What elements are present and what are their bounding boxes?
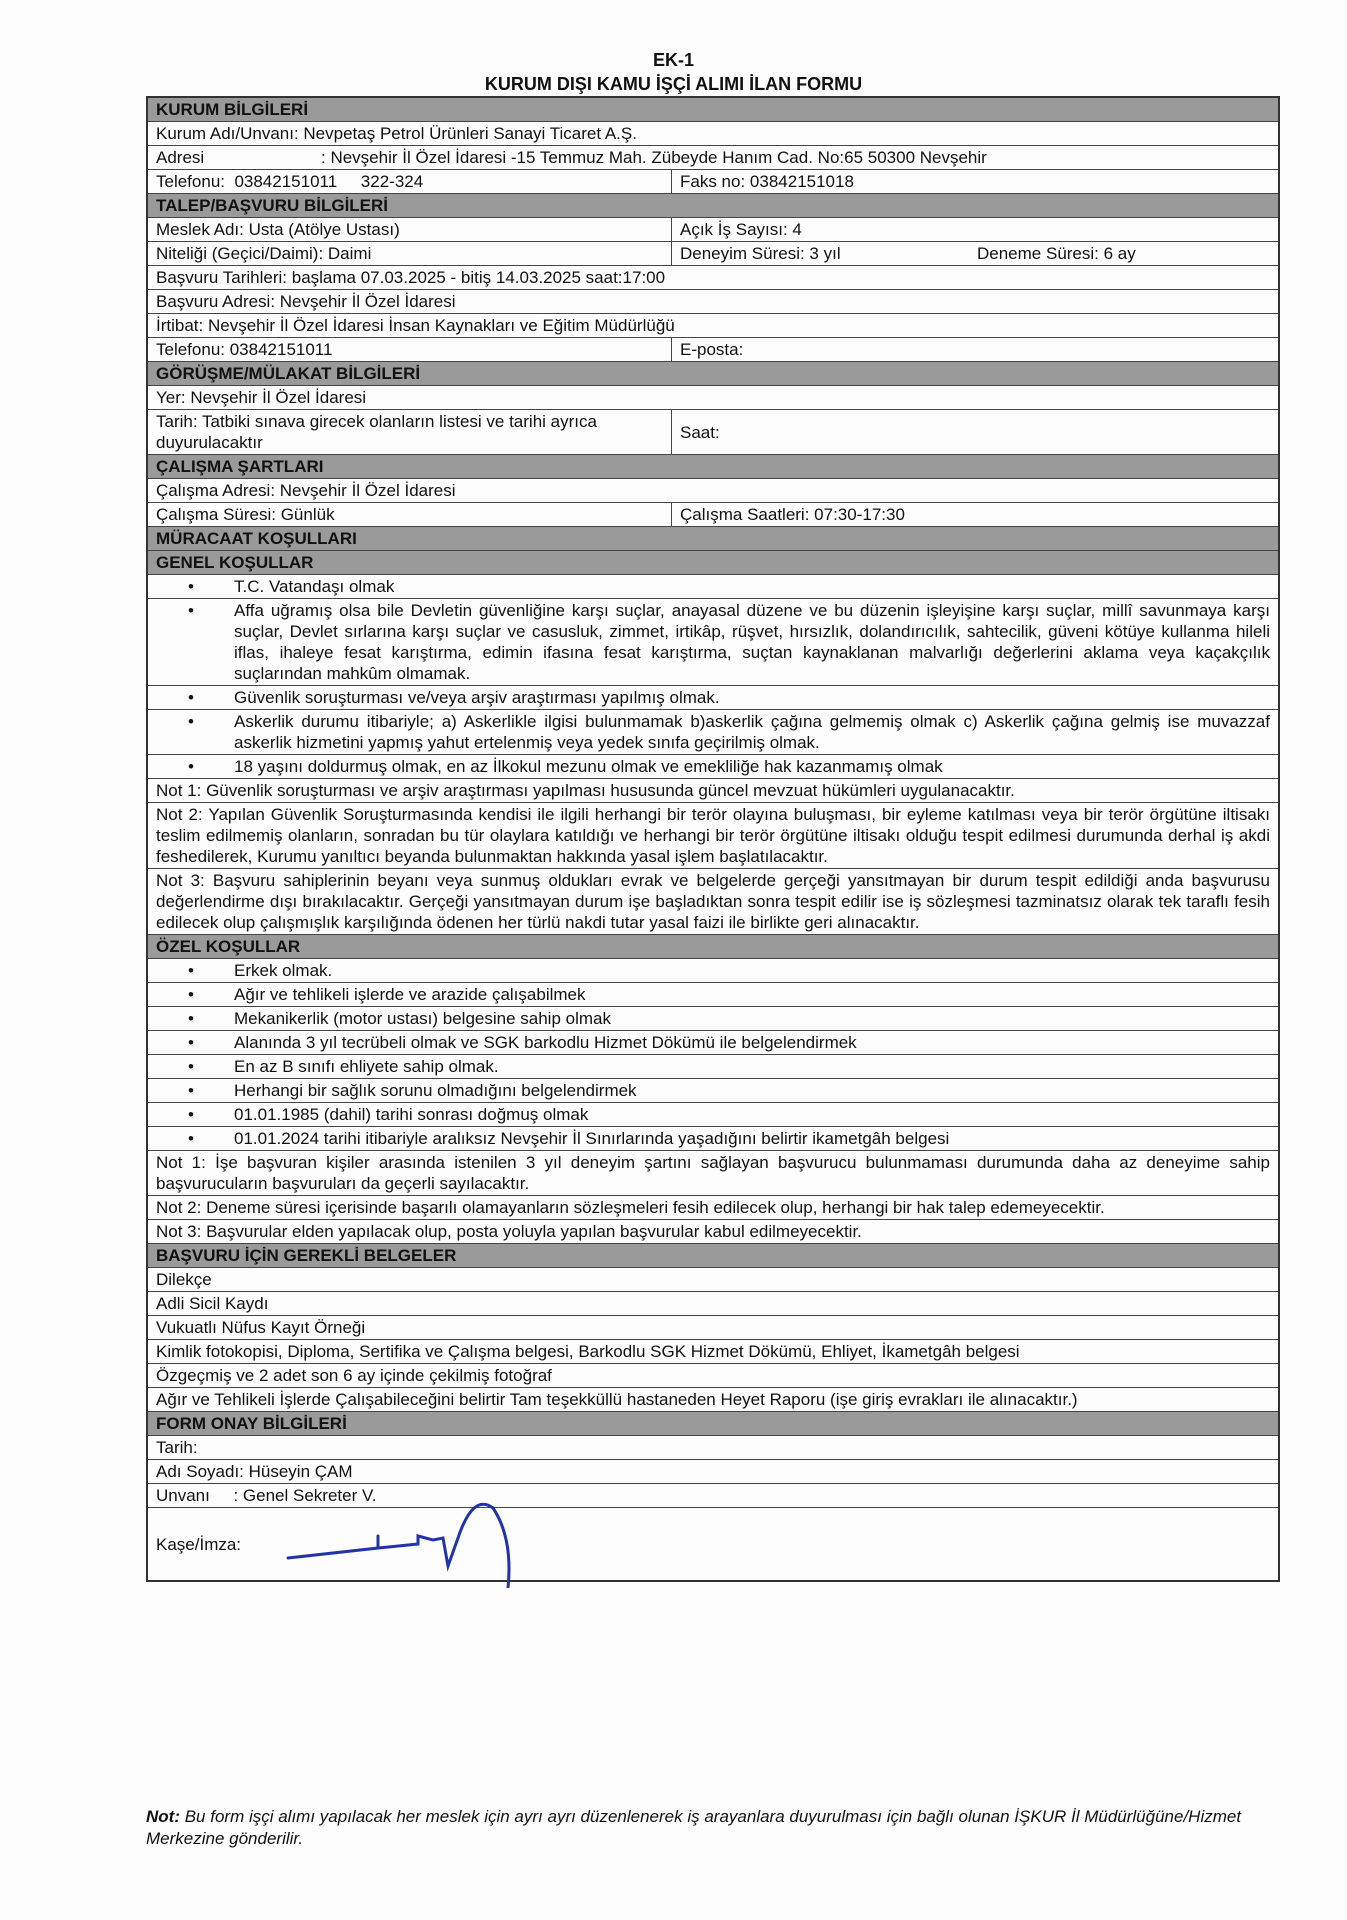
deneyim-suresi: Deneyim Süresi: 3 yıl xyxy=(680,244,841,263)
gorusme-yer: Yer: Nevşehir İl Özel İdaresi xyxy=(156,388,367,407)
bullet-icon: • xyxy=(188,1081,194,1100)
kurum-adi: Kurum Adı/Unvanı: Nevpetaş Petrol Ürünleri Sanayi Ticaret A.Ş. xyxy=(156,124,637,143)
onay-adi-soyadi: Adı Soyadı: Hüseyin ÇAM xyxy=(156,1462,353,1481)
bullet-icon: • xyxy=(188,1105,194,1124)
bullet-item: • Herhangi bir sağlık sorunu olmadığını belgelendirmek xyxy=(188,1081,637,1100)
eposta: E-posta: xyxy=(680,340,744,359)
calisma-saatleri: Çalışma Saatleri: 07:30-17:30 xyxy=(680,505,905,524)
bullet-icon: • xyxy=(188,1057,194,1076)
niteligi: Niteliği (Geçici/Daimi): Daimi xyxy=(148,242,672,265)
kurum-faks: Faks no: 03842151018 xyxy=(680,172,854,191)
irtibat: İrtibat: Nevşehir İl Özel İdaresi İnsan Kaynakları ve Eğitim Müdürlüğü xyxy=(156,316,675,335)
bullet-item: • En az B sınıfı ehliyete sahip olmak. xyxy=(188,1057,499,1076)
ozel-note: Not 3: Başvurular elden yapılacak olup, posta yoluyla yapılan başvurular kabul edilmeyecektir. xyxy=(156,1222,862,1241)
onay-tarih: Tarih: xyxy=(156,1438,198,1457)
bullet-item: • Ağır ve tehlikeli işlerde ve arazide çalışabilmek xyxy=(188,985,586,1004)
section-form-onay: FORM ONAY BİLGİLERİ xyxy=(148,1412,1278,1435)
genel-note: Not 1: Güvenlik soruşturması ve arşiv araştırması yapılması hususunda güncel mevzuat hükümleri uygulanacaktır. xyxy=(156,781,1015,800)
section-ozel-kosullar: ÖZEL KOŞULLAR xyxy=(148,935,1278,958)
bullet-item: • 01.01.1985 (dahil) tarihi sonrası doğmuş olmak xyxy=(188,1105,589,1124)
section-belgeler: BAŞVURU İÇİN GEREKLİ BELGELER xyxy=(148,1244,1278,1267)
basvuru-tarihleri: Başvuru Tarihleri: başlama 07.03.2025 - bitiş 14.03.2025 saat:17:00 xyxy=(156,268,666,287)
bullet-icon: • xyxy=(188,1033,194,1052)
belge-item: Kimlik fotokopisi, Diploma, Sertifika ve Çalışma belgesi, Barkodlu SGK Hizmet Dökümü, Ehliyet, İkametgâh belgesi xyxy=(156,1342,1020,1361)
bullet-icon: • xyxy=(188,577,194,596)
bullet-icon: • xyxy=(188,961,194,980)
form-table xyxy=(146,96,1280,1582)
calisma-suresi: Çalışma Süresi: Günlük xyxy=(148,503,672,526)
bullet-item: • Erkek olmak. xyxy=(188,961,333,980)
deneme-suresi: Deneme Süresi: 6 ay xyxy=(977,244,1136,263)
genel-note: Not 3: Başvuru sahiplerinin beyanı veya sunmuş oldukları evrak ve belgelerde gerçeği yansıtmayan bir durum tespit edildiği anda başvurusu değerlendirme dışı bırakılacaktır. Gerçeği yansıtmayan durum işe başladıktan sonra tespit edilir ise iş sözleşmesi tazminatsız olarak tek taraflı fesih edilecek olup çalışmışlık karşılığında ödenen her türlü nakdi tutar yasal faizi ile birlikte geri alınacaktır. xyxy=(156,871,1270,932)
kase-imza-label: Kaşe/İmza: xyxy=(156,1534,242,1554)
talep-telefon: Telefonu: 03842151011 xyxy=(148,338,672,361)
bullet-item: • Mekanikerlik (motor ustası) belgesine sahip olmak xyxy=(188,1009,611,1028)
bullet-item: • Affa uğramış olsa bile Devletin güvenliğine karşı suçlar, anayasal düzene ve bu düzenin işleyişine karşı suçlar, millî savunmaya karşı suçlar, Devlet sırlarına karşı suçlar ve casusluk, zimmet, irtikâp, rüşvet, hırsızlık, dolandırıcılık, sahtecilik, güveni kötüye kullanma hileli iflas, ihaleye fesat karıştırma, edimin ifasına fesat karıştırma, suçtan kaynaklanan malvarlığı değerlerini aklama veya kaçakçılık suçlarından mahkûm olmamak. xyxy=(188,601,1270,683)
bullet-icon: • xyxy=(188,688,194,707)
bullet-item: • Alanında 3 yıl tecrübeli olmak ve SGK barkodlu Hizmet Dökümü ile belgelendirmek xyxy=(188,1033,857,1052)
calisma-adresi: Çalışma Adresi: Nevşehir İl Özel İdaresi xyxy=(156,481,456,500)
meslek-adi: Meslek Adı: Usta (Atölye Ustası) xyxy=(148,218,672,241)
onay-unvan: Unvanı : Genel Sekreter V. xyxy=(156,1486,377,1505)
footer-note-text: Bu form işçi alımı yapılacak her meslek için ayrı ayrı düzenlenerek iş arayanlara duyurulması için bağlı olunan İŞKUR İl Müdürlüğüne/Hizmet Merkezine gönderilir. xyxy=(146,1807,1242,1848)
basvuru-adresi: Başvuru Adresi: Nevşehir İl Özel İdaresi xyxy=(156,292,456,311)
gorusme-saat: Saat: xyxy=(680,422,720,442)
acik-is-sayisi: Açık İş Sayısı: 4 xyxy=(680,220,802,239)
section-genel-kosullar: GENEL KOŞULLAR xyxy=(148,551,1278,574)
kurum-telefon: Telefonu: 03842151011 322-324 xyxy=(148,170,672,193)
genel-note: Not 2: Yapılan Güvenlik Soruşturmasında kendisi ile ilgili herhangi bir terör olayına buluşması, bir eyleme katılması veya bir terör örgütüne iltisakı teslim edilmemiş olanların, sonradan bu tür olaylara katıldığı ve herhangi bir terör örgütüne iltisakı olduğu tespit edilmesi durumunda derhal iş akdi feshedilerek, Kurumu yanıltıcı beyanda bulunmaktan hakkında yasal işlem başlatılacaktır. xyxy=(156,805,1270,866)
bullet-item: • Askerlik durumu itibariyle; a) Askerlikle ilgisi bulunmamak b)askerlik çağına gelmemiş olmak c) Askerlik çağına gelmiş ise muvazzaf askerlik hizmetini yapmış yahut ertelenmiş veya yedek sınıfa geçirilmiş olmak. xyxy=(188,712,1270,752)
section-muracaat: MÜRACAAT KOŞULLARI xyxy=(148,527,1278,550)
belge-item: Adli Sicil Kaydı xyxy=(156,1294,269,1313)
bullet-icon: • xyxy=(188,1129,194,1148)
section-gorusme: GÖRÜŞME/MÜLAKAT BİLGİLERİ xyxy=(148,362,1278,385)
bullet-icon: • xyxy=(188,601,194,620)
section-talep: TALEP/BAŞVURU BİLGİLERİ xyxy=(148,194,1278,217)
kurum-adres: : Nevşehir İl Özel İdaresi -15 Temmuz Mah. Zübeyde Hanım Cad. No:65 50300 Nevşehir xyxy=(321,148,987,167)
ozel-note: Not 1: İşe başvuran kişiler arasında istenilen 3 yıl deneyim şartını sağlayan başvurucu bulunmaması durumunda daha az deneyime sahip başvurucuların başvuruları da geçerli sayılacaktır. xyxy=(156,1153,1270,1193)
signature xyxy=(268,1478,528,1588)
footer-note-label: Not: xyxy=(146,1807,180,1826)
bullet-icon: • xyxy=(188,757,194,776)
bullet-item: • T.C. Vatandaşı olmak xyxy=(188,577,395,596)
bullet-icon: • xyxy=(188,1009,194,1028)
bullet-icon: • xyxy=(188,712,194,731)
belge-item: Özgeçmiş ve 2 adet son 6 ay içinde çekilmiş fotoğraf xyxy=(156,1366,552,1385)
gorusme-tarih: Tarih: Tatbiki sınava girecek olanların listesi ve tarihi ayrıca duyurulacaktır xyxy=(148,410,672,454)
bullet-item: • 18 yaşını doldurmuş olmak, en az İlkokul mezunu olmak ve emekliliğe hak kazanmamış olmak xyxy=(188,757,943,776)
ozel-note: Not 2: Deneme süresi içerisinde başarılı olamayanların sözleşmeleri fesih edilecek olup, herhangi bir hak talep edemeyecektir. xyxy=(156,1198,1105,1217)
footer-note xyxy=(146,1806,1246,1850)
belge-item: Dilekçe xyxy=(156,1270,212,1289)
belge-item: Vukuatlı Nüfus Kayıt Örneği xyxy=(156,1318,366,1337)
adres-label: Adresi xyxy=(156,148,205,167)
section-calisma: ÇALIŞMA ŞARTLARI xyxy=(148,455,1278,478)
form-title: KURUM DIŞI KAMU İŞÇİ ALIMI İLAN FORMU xyxy=(484,74,863,94)
belge-item: Ağır ve Tehlikeli İşlerde Çalışabileceğini belirtir Tam teşekküllü hastaneden Heyet Raporu (işe giriş evrakları ile alınacaktır.) xyxy=(156,1390,1078,1409)
bullet-icon: • xyxy=(188,985,194,1004)
section-kurum: KURUM BİLGİLERİ xyxy=(148,98,1278,121)
annex-label: EK-1 xyxy=(652,50,694,70)
bullet-item: • Güvenlik soruşturması ve/veya arşiv araştırması yapılmış olmak. xyxy=(188,688,720,707)
bullet-item: • 01.01.2024 tarihi itibariyle aralıksız Nevşehir İl Sınırlarında yaşadığını belirtir ikametgâh belgesi xyxy=(188,1129,950,1148)
